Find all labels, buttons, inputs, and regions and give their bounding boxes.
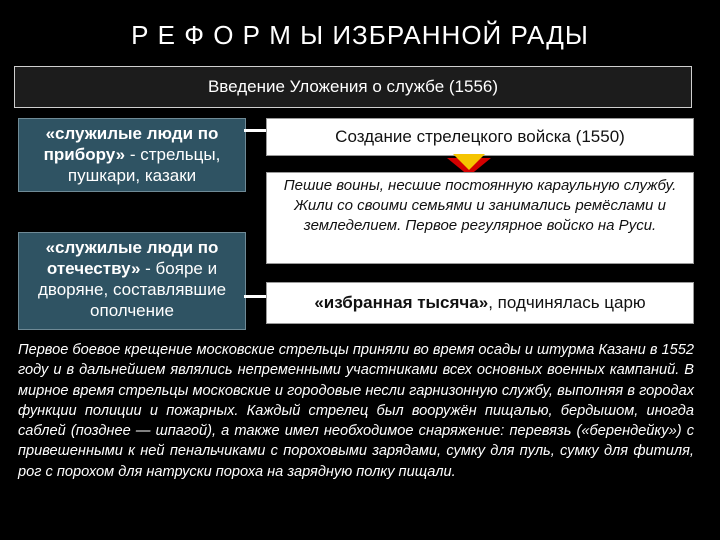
left-box-pribor [18,118,246,192]
right-box-chosen-thousand [266,282,694,324]
left-box-otechestvo-text: - бояре и дворяне, составлявшие ополчение [37,259,227,320]
left-box-pribor-text: - стрельцы, пушкари, казаки [67,145,221,185]
right-box-streltsy-army [266,118,694,156]
right-box-chosen-thousand-text [314,293,645,313]
intro-label: Введение Уложения о службе (1556) [207,77,499,96]
connector-top [244,129,268,132]
left-box-otechestvo-bold: «служилые люди по отечеству» [45,238,219,278]
right-box-description-text: Пешие воины, несшие постоянную караульную службу. Жили со своими семьями и занимались ремёслами и земледелием. Первое регулярное войско на Руси. [283,177,677,234]
intro-box [14,66,692,108]
chosen-thousand-bold: «избранная тысяча» [314,293,489,312]
connector-bottom [244,295,268,298]
history-paragraph: Первое боевое крещение московские стрельцы приняли во время осады и штурма Казани в 1552 году и в дальнейшем являлись непременными участниками всех основных военных кампаний. В мирное время стрельцы московские и городовые несли гарнизонную службу, выполняя в городах функции полиции и пожарных. Каждый стрелец был вооружён пищалью, бердышом, иногда саблей (позднее — шпагой), а также имел необходимое снаряжение: перевязь («берендейку») с привешенными к ней пенальчиками с пороховыми зарядами, сумку для пуль, сумку для фитиля, рог с порохом для натруски пороха на зарядную полку пищали. [18,342,694,480]
left-box-otechestvo [18,232,246,330]
right-box-streltsy-label: Создание стрелецкого войска (1550) [335,127,625,146]
right-box-description [266,172,694,264]
page-title: Р Е Ф О Р М Ы ИЗБРАННОЙ РАДЫ [131,20,589,50]
left-box-pribor-bold: «служилые люди по прибору» [43,124,219,164]
chosen-thousand-rest: , подчинялась царю [488,293,646,312]
